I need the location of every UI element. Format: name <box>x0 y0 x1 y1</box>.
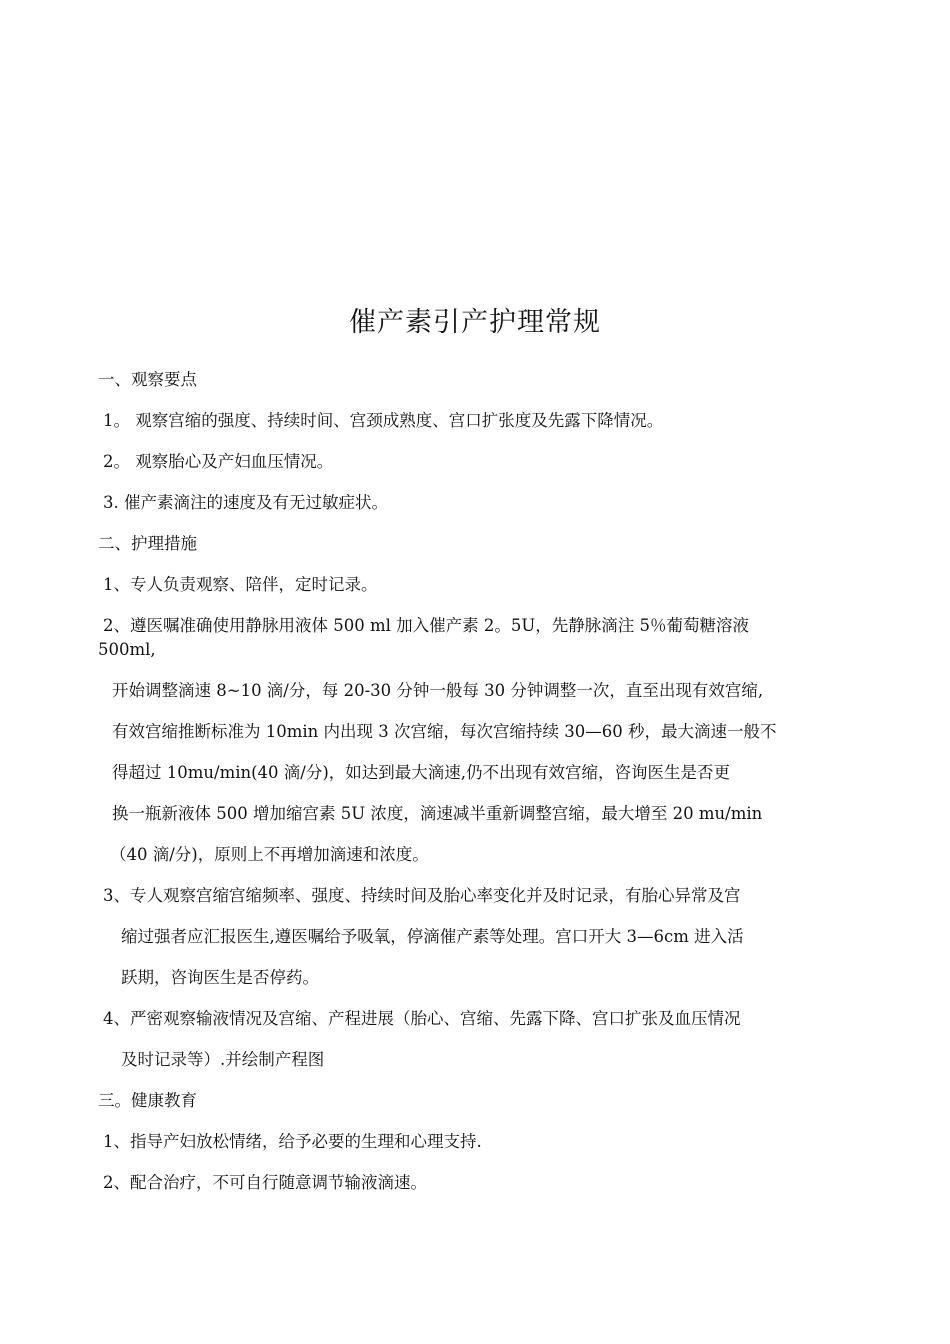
nursing-item-2-line-1: 2、遵医嘱准确使用静脉用液体 500 ml 加入催产素 2。5U，先静脉滴注 5％葡萄糖溶液 <box>103 616 750 635</box>
observation-item-1: 1。 观察宫缩的强度、持续时间、宫颈成熟度、宫口扩张度及先露下降情况。 <box>103 411 664 430</box>
observation-item-2: 2。 观察胎心及产妇血压情况。 <box>103 452 334 471</box>
nursing-item-2-line-4: 有效宫缩推断标准为 10min 内出现 3 次宫缩，每次宫缩持续 30—60 秒，最大滴速一般不 <box>112 722 777 741</box>
nursing-item-2-line-5: 得超过 10mu/min(40 滴/分)，如达到最大滴速,仍不出现有效宫缩，咨询医生是否更 <box>112 763 731 782</box>
nursing-item-2-line-7: （40 滴/分)，原则上不再增加滴速和浓度。 <box>110 845 429 864</box>
nursing-item-1: 1、专人负责观察、陪伴，定时记录。 <box>103 575 378 594</box>
nursing-item-2-line-3: 开始调整滴速 8~10 滴/分，每 20-30 分钟一般每 30 分钟调整一次，直至出现有效宫缩, <box>112 681 764 700</box>
nursing-item-3-line-2: 缩过强者应汇报医生,遵医嘱给予吸氧，停滴催产素等处理。宫口开大 3—6cm 进入活 <box>121 927 744 946</box>
nursing-item-2-line-6: 换一瓶新液体 500 增加缩宫素 5U 浓度，滴速减半重新调整宫缩，最大增至 20 mu/min <box>112 804 763 823</box>
nursing-item-4-line-2: 及时记录等）.并绘制产程图 <box>121 1050 325 1069</box>
section-heading-observation: 一、观察要点 <box>98 370 197 389</box>
nursing-item-2-line-2: 500ml, <box>98 640 156 659</box>
nursing-item-4-line-1: 4、严密观察输液情况及宫缩、产程进展（胎心、宫缩、先露下降、宫口扩张及血压情况 <box>103 1009 741 1028</box>
education-item-1: 1、指导产妇放松情绪，给予必要的生理和心理支持. <box>103 1132 482 1151</box>
section-heading-health-education: 三。健康教育 <box>98 1091 197 1110</box>
nursing-item-3-line-1: 3、专人观察宫缩宫缩频率、强度、持续时间及胎心率变化并及时记录，有胎心异常及宫 <box>103 886 741 905</box>
section-heading-nursing: 二、护理措施 <box>98 534 197 553</box>
observation-item-3: 3. 催产素滴注的速度及有无过敏症状。 <box>103 493 388 512</box>
education-item-2: 2、配合治疗，不可自行随意调节输液滴速。 <box>103 1173 427 1192</box>
document-title: 催产素引产护理常规 <box>349 307 601 338</box>
nursing-item-3-line-3: 跃期，咨询医生是否停药。 <box>121 968 319 987</box>
